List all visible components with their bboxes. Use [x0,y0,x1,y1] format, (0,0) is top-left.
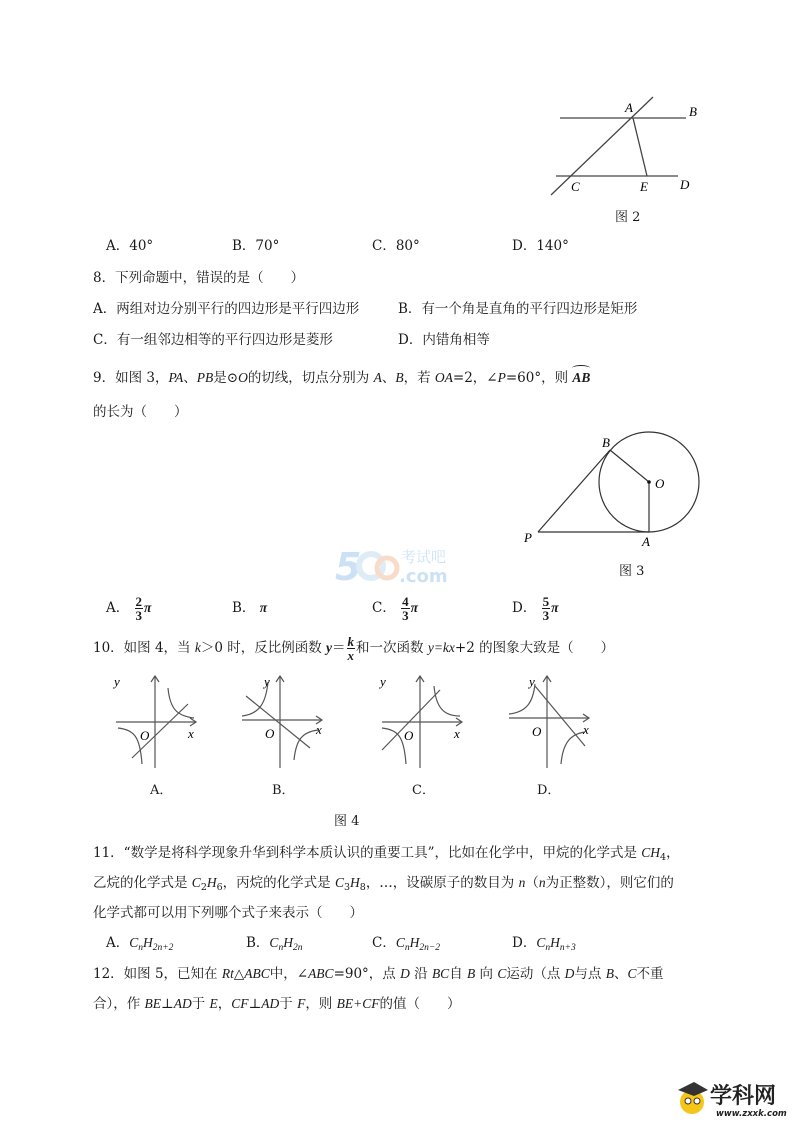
graph-b[interactable] [238,672,328,772]
label-a: A [625,100,633,115]
text: 为正整数），则它们的 [545,875,674,891]
q8-option-c[interactable] [93,330,333,350]
option-key: B． [232,600,256,616]
formula: H [550,935,560,950]
logo-url: www.zxxk.com [716,1109,787,1119]
option-text: 有一个角是直角的平行四边形是矩形 [421,301,638,317]
option-text: 80° [395,238,420,254]
math-k: k [194,640,201,655]
q7-option-c[interactable] [372,236,420,256]
math: BE [144,996,162,1011]
formula: C [536,935,546,950]
text: 向 [475,966,498,982]
math-a: A [373,370,382,385]
label-p: P [524,530,532,545]
q7-option-a[interactable] [106,236,153,256]
q8-option-a[interactable] [93,299,359,319]
figure-3-caption: 图 3 [619,564,645,579]
math-p: P [497,370,506,385]
text: =2，∠ [452,370,498,386]
q7-option-b[interactable] [232,236,279,256]
text: 自 [449,966,467,982]
hyperbola-q4 [561,732,585,764]
subscript: 2n−2 [419,943,441,953]
option-text: 140° [536,238,569,254]
formula: H [409,935,420,950]
text: +2 的图象大致是（ ） [454,640,615,656]
watermark-digit: 5 [335,545,362,589]
fraction [401,595,410,622]
text: ⊥ [161,996,174,1012]
q9-option-a[interactable] [106,593,151,623]
graph-a-label[interactable]: A． [150,783,173,798]
subscript: 6 [216,882,223,893]
subscript: 8 [359,882,366,893]
q8-option-b[interactable] [398,299,637,319]
text: 12．如图 5，已知在 [93,966,222,982]
text: =90°，点 [333,966,401,982]
subscript: 4 [660,852,667,863]
math: ABC [244,966,270,981]
text: 乙烷的化学式是 [93,875,192,891]
segment-pb [538,450,610,532]
math: C [497,966,507,981]
text: ＞0 时，反比例函数 [200,640,327,656]
text: 、 [613,966,628,982]
text: 和一次函数 [356,640,428,656]
denominator: 3 [135,608,143,623]
math: E [209,996,218,1011]
math: F [297,996,306,1011]
option-text: 有一组邻边相等的平行四边形是菱形 [116,332,333,348]
subscript: n+3 [559,943,576,953]
graph-b-label[interactable]: B． [272,783,295,798]
formula: H [283,935,293,950]
text: ， [217,996,232,1012]
text: 10．如图 4，当 [93,640,195,656]
figure-4-caption: 图 4 [334,814,360,829]
q9-stem-line2: 的长为（ ） [93,404,188,420]
line-ac [551,97,653,195]
option-key: C． [93,332,117,348]
subscript: n [278,943,284,953]
text: 是⊙ [213,370,239,386]
text: ⊥ [248,996,262,1012]
subscript: 3 [343,882,351,893]
math: AD [261,996,280,1011]
formula: C [334,875,344,890]
q11-option-b[interactable] [246,933,302,958]
q9-stem [93,368,590,388]
text: 沿 [409,966,432,982]
math: CF [231,996,249,1011]
q11-option-a[interactable] [106,933,173,958]
origin-label: O [532,724,542,739]
math-b: B [395,370,404,385]
math-linear: y=kx [427,640,455,655]
text: 于 [279,996,298,1012]
subscript: 2n [292,943,303,953]
option-text: 40° [129,238,154,254]
option-key: A． [93,301,117,317]
arc-ab: AB [572,368,590,388]
text: 于 [191,996,210,1012]
text: ，…，设碳原子的数目为 [365,875,519,891]
linear-line [246,696,310,748]
figure-2-caption: 图 2 [615,210,641,225]
formula-ch: CH [641,845,661,860]
logo-graphic [676,1076,788,1120]
figure-3-diagram [518,428,718,558]
subscript: 2 [200,882,207,893]
text: ＝ [332,640,346,656]
watermark-logo [335,540,465,594]
origin-label: O [404,728,414,743]
formula: H [350,875,360,890]
graph-d[interactable] [505,672,595,772]
numerator: 2 [135,594,143,609]
text: 运动（点 [506,966,565,982]
option-text: 内错角相等 [422,332,490,348]
fraction-k-over-x [347,635,356,662]
denominator: x [347,648,355,663]
option-text: 两组对边分别平行的四边形是平行四边形 [116,301,360,317]
option-text: 70° [255,238,280,254]
q9-option-c[interactable] [372,593,418,623]
text: 9．如图 3， [93,370,169,386]
axis-x-label: x [583,722,589,737]
text: ，则 [305,996,337,1012]
segment-ae [633,118,647,176]
numerator: k [347,634,355,649]
text: 、 [381,370,396,386]
math-n: n [538,875,546,890]
text: （ [525,875,539,891]
option-key: C． [372,600,396,616]
axis-x-label: x [188,726,194,741]
q8-option-d[interactable] [398,330,490,350]
text: 合），作 [93,996,145,1012]
option-key: D． [512,935,537,951]
site-logo [676,1076,788,1124]
label-b: B [689,104,697,119]
label-c: C [571,179,580,194]
label-d: D [680,177,690,192]
q8-stem: 8．下列命题中，错误的是（ ） [93,270,305,286]
axis-y-label: y [380,674,386,689]
graph-d-label[interactable]: D． [537,783,561,798]
label-b: B [602,435,610,450]
pi-symbol: π [551,600,559,615]
option-key: B． [398,301,422,317]
option-key: A． [106,238,130,254]
formula: H [143,935,153,950]
graph-a[interactable] [112,672,202,772]
math-y: y [326,640,333,655]
watermark-graphic [335,540,465,590]
math-oa: OA [434,370,453,385]
math: BC [431,966,450,981]
text: ，丙烷的化学式是 [222,875,335,891]
formula: C [395,935,405,950]
subscript: n [404,943,410,953]
text: 11．“数学是将科学现象升华到科学本质认识的重要工具”，比如在化学中，甲烷的化学式是 [93,845,642,861]
linear-line [535,686,585,746]
math: D [564,966,575,981]
hyperbola-q1 [434,686,460,716]
denominator: 3 [402,608,409,623]
q12-line2 [93,994,460,1014]
q11-line3: 化学式都可以用下列哪个式子来表示（ ） [93,905,363,921]
label-a: A [642,534,650,549]
text: 的值（ ） [379,996,461,1012]
axis-x-label: x [454,726,460,741]
option-key: C． [372,935,396,951]
option-key: D． [512,238,537,254]
q11-line1 [93,843,680,868]
denominator: 3 [542,608,550,623]
math-pa: PA [168,370,184,385]
option-key: A． [106,935,130,951]
center-point [647,480,651,484]
text: 与点 [574,966,606,982]
axis-y-label: y [114,674,120,689]
fraction [135,595,144,622]
math: B [605,966,614,981]
q11-option-d[interactable] [512,933,576,958]
math: B [467,966,476,981]
math: AD [173,996,192,1011]
origin-label: O [140,728,150,743]
text: =60°，则 [505,370,573,386]
option-key: D． [512,600,537,616]
math: BE+CF [336,996,380,1011]
subscript: n [545,943,551,953]
q11-option-c[interactable] [372,933,440,958]
pi-symbol: π [259,600,268,615]
axis-y-label: y [264,674,270,689]
text: ，若 [403,370,435,386]
hyperbola-q1 [168,688,194,718]
math: ABC [308,966,334,981]
math: D [400,966,410,981]
q10-stem [93,634,614,662]
math-o: O [238,370,248,385]
q9-option-b[interactable] [232,593,267,623]
text: 、 [183,370,197,386]
math: Rt [221,966,234,981]
formula: H [206,875,217,890]
logo-name: 学科网 [710,1084,777,1109]
hyperbola-q3 [118,728,142,764]
axis-y-label: y [529,674,535,689]
text: ， [666,845,680,861]
graph-c-label[interactable]: C． [412,783,435,798]
numerator: 4 [402,594,409,609]
pi-symbol: π [410,600,419,615]
math-n: n [518,875,526,890]
option-key: A． [106,600,130,616]
q9-option-d[interactable] [512,593,559,623]
label-e: E [640,179,648,194]
q11-line2 [93,873,674,898]
numerator: 5 [542,594,550,609]
graph-c[interactable] [378,672,468,772]
text: 不重 [636,966,664,982]
q7-option-d[interactable] [512,236,569,256]
formula: C [191,875,201,890]
option-key: B． [232,238,256,254]
label-o: O [655,476,665,491]
pi-symbol: π [144,600,152,615]
formula: C [129,935,139,950]
segment-ob [610,450,649,482]
watermark-brand: 考试吧 [401,548,447,566]
math-pb: PB [196,370,214,385]
origin-label: O [265,726,275,741]
text: 中，∠ [269,966,309,982]
math: C [627,966,637,981]
subscript: n [138,943,144,953]
axis-x-label: x [316,722,322,737]
text: 的切线，切点分别为 [247,370,374,386]
option-key: B． [246,935,270,951]
text: △ [233,966,245,982]
formula: C [269,935,279,950]
q12-line1 [93,964,663,984]
watermark-domain: .com [399,566,448,587]
option-key: D． [398,332,423,348]
fraction [542,595,551,622]
subscript: 2n+2 [152,943,174,953]
option-key: C． [372,238,396,254]
